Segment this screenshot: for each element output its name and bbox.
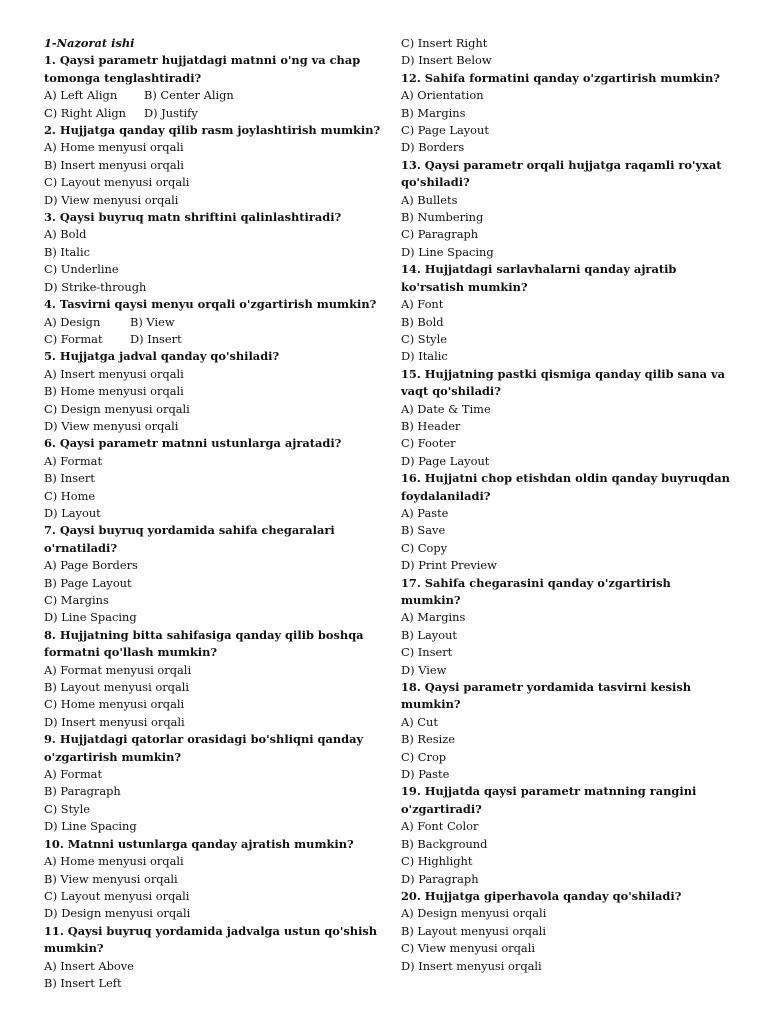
option-a: A) Format: [44, 453, 103, 468]
option-c: C) Crop: [401, 749, 447, 764]
option-d: D) Insert: [130, 331, 182, 346]
question-18: 18. Qaysi parametr yordamida tasvirni kesish mumkin?: [401, 680, 692, 712]
option-a: A) Format: [44, 767, 103, 782]
option-b: B) Insert: [44, 471, 95, 486]
option-d: D) Insert Below: [401, 53, 492, 68]
right-column: [401, 35, 731, 975]
option-d: D) View menyusi orqali: [44, 192, 179, 207]
left-column: [44, 35, 386, 992]
option-c: C) Footer: [401, 436, 456, 451]
option-c: C) Right Align: [44, 105, 126, 120]
option-d: D) Paste: [401, 767, 450, 782]
question-6: 6. Qaysi parametr matnni ustunlarga ajratadi?: [44, 436, 342, 451]
option-d: D) Layout: [44, 505, 101, 520]
question-2: 2. Hujjatga qanday qilib rasm joylashtirish mumkin?: [44, 123, 381, 138]
option-a: A) Home menyusi orqali: [44, 140, 184, 155]
option-d: D) Line Spacing: [44, 819, 137, 834]
option-b: B) Layout menyusi orqali: [401, 923, 547, 938]
question-10: 10. Matnni ustunlarga qanday ajratish mumkin?: [44, 836, 354, 851]
option-b: B) Save: [401, 523, 446, 538]
option-b: B) Header: [401, 418, 461, 433]
option-b: B) Center Align: [144, 88, 234, 103]
option-c: C) Paragraph: [401, 227, 479, 242]
question-20: 20. Hujjatga giperhavola qanday qo'shiladi?: [401, 888, 682, 903]
option-c: C) Layout menyusi orqali: [44, 888, 190, 903]
question-8: 8. Hujjatning bitta sahifasiga qanday qilib boshqa formatni qo'llash mumkin?: [44, 627, 364, 660]
option-d: D) View: [401, 662, 447, 677]
option-a: A) Design: [44, 314, 101, 329]
option-b: B) Background: [401, 836, 488, 851]
question-11: 11. Qaysi buyruq yordamida jadvalga ustun qo'shish mumkin?: [44, 923, 378, 956]
option-a: A) Paste: [401, 505, 449, 520]
option-c: C) Underline: [44, 262, 119, 277]
option-a: A) Orientation: [401, 88, 484, 103]
option-c: C) Layout menyusi orqali: [44, 175, 190, 190]
question-19: 19. Hujjatda qaysi parametr matnning rangini o'zgartiradi?: [401, 784, 697, 816]
question-4: 4. Tasvirni qaysi menyu orqali o'zgartirish mumkin?: [44, 297, 377, 312]
question-16: 16. Hujjatni chop etishdan oldin qanday buyruqdan foydalaniladi?: [401, 471, 730, 503]
option-b: B) Italic: [44, 244, 90, 259]
option-b: B) Paragraph: [44, 784, 121, 799]
question-13: 13. Qaysi parametr orqali hujjatga raqamli ro'yxat qo'shiladi?: [401, 157, 722, 190]
option-a: A) Bold: [44, 227, 87, 242]
option-d: D) View menyusi orqali: [44, 418, 179, 433]
option-b: B) Bold: [401, 314, 444, 329]
option-a: A) Page Borders: [44, 558, 138, 573]
option-b: B) Margins: [401, 105, 466, 120]
option-b: B) Numbering: [401, 210, 484, 225]
option-d: D) Design menyusi orqali: [44, 906, 191, 921]
option-c: C) Page Layout: [401, 123, 489, 138]
option-b: B) Resize: [401, 732, 455, 747]
options-row: [44, 105, 386, 122]
option-b: B) Page Layout: [44, 575, 132, 590]
option-d: D) Strike-through: [44, 279, 147, 294]
question-12: 12. Sahifa formatini qanday o'zgartirish mumkin?: [401, 70, 720, 85]
question-1: 1. Qaysi parametr hujjatdagi matnni o'ng va chap tomonga tenglashtiradi?: [44, 53, 361, 85]
option-c: C) Home: [44, 488, 96, 503]
option-c: C) Format: [44, 331, 103, 346]
option-d: D) Insert menyusi orqali: [401, 958, 542, 973]
option-d: D) Print Preview: [401, 558, 497, 573]
option-a: A) Cut: [401, 714, 438, 729]
option-a: A) Home menyusi orqali: [44, 854, 184, 869]
option-c: C) Copy: [401, 540, 448, 555]
option-c: C) View menyusi orqali: [401, 941, 535, 956]
option-d: D) Insert menyusi orqali: [44, 714, 185, 729]
option-c: C) Design menyusi orqali: [44, 401, 190, 416]
option-a: A) Margins: [401, 610, 466, 625]
option-d: D) Page Layout: [401, 453, 490, 468]
option-d: D) Line Spacing: [401, 244, 494, 259]
question-17: 17. Sahifa chegarasini qanday o'zgartirish mumkin?: [401, 575, 671, 607]
question-7: 7. Qaysi buyruq yordamida sahifa chegaralari o'rnatiladi?: [44, 523, 335, 555]
option-c: C) Insert: [401, 645, 453, 660]
document-title: 1-Nazorat ishi: [44, 36, 135, 50]
option-d: D) Paragraph: [401, 871, 479, 886]
option-a: A) Format menyusi orqali: [44, 662, 192, 677]
option-b: B) Insert Left: [44, 975, 122, 990]
question-14: 14. Hujjatdagi sarlavhalarni qanday ajratib ko'rsatish mumkin?: [401, 262, 677, 294]
option-d: D) Italic: [401, 349, 448, 364]
option-a: A) Insert menyusi orqali: [44, 366, 184, 381]
option-b: B) View: [130, 314, 175, 329]
option-a: A) Date & Time: [401, 401, 491, 416]
option-c: C) Insert Right: [401, 36, 488, 50]
option-b: B) Insert menyusi orqali: [44, 157, 184, 172]
option-a: A) Font Color: [401, 819, 479, 834]
option-c: C) Home menyusi orqali: [44, 697, 185, 712]
option-b: B) Layout: [401, 627, 457, 642]
option-c: C) Margins: [44, 593, 109, 607]
question-3: 3. Qaysi buyruq matn shriftini qalinlashtiradi?: [44, 210, 342, 225]
option-b: B) Layout menyusi orqali: [44, 680, 190, 695]
options-row: [44, 331, 386, 348]
option-a: A) Bullets: [401, 192, 458, 207]
question-9: 9. Hujjatdagi qatorlar orasidagi bo'shliqni qanday o'zgartirish mumkin?: [44, 732, 364, 764]
option-c: C) Highlight: [401, 854, 473, 869]
option-a: A) Design menyusi orqali: [401, 906, 547, 921]
option-d: D) Borders: [401, 140, 465, 155]
option-b: B) View menyusi orqali: [44, 871, 178, 886]
options-row: [44, 87, 386, 104]
option-d: D) Line Spacing: [44, 610, 137, 625]
question-5: 5. Hujjatga jadval qanday qo'shiladi?: [44, 349, 280, 364]
option-c: C) Style: [44, 801, 90, 816]
option-d: D) Justify: [144, 105, 198, 120]
options-row: [44, 314, 386, 331]
option-b: B) Home menyusi orqali: [44, 384, 184, 399]
option-a: A) Font: [401, 297, 444, 312]
option-a: A) Left Align: [44, 88, 118, 103]
option-a: A) Insert Above: [44, 958, 134, 973]
question-15: 15. Hujjatning pastki qismiga qanday qilib sana va vaqt qo'shiladi?: [401, 366, 725, 399]
option-c: C) Style: [401, 331, 447, 346]
